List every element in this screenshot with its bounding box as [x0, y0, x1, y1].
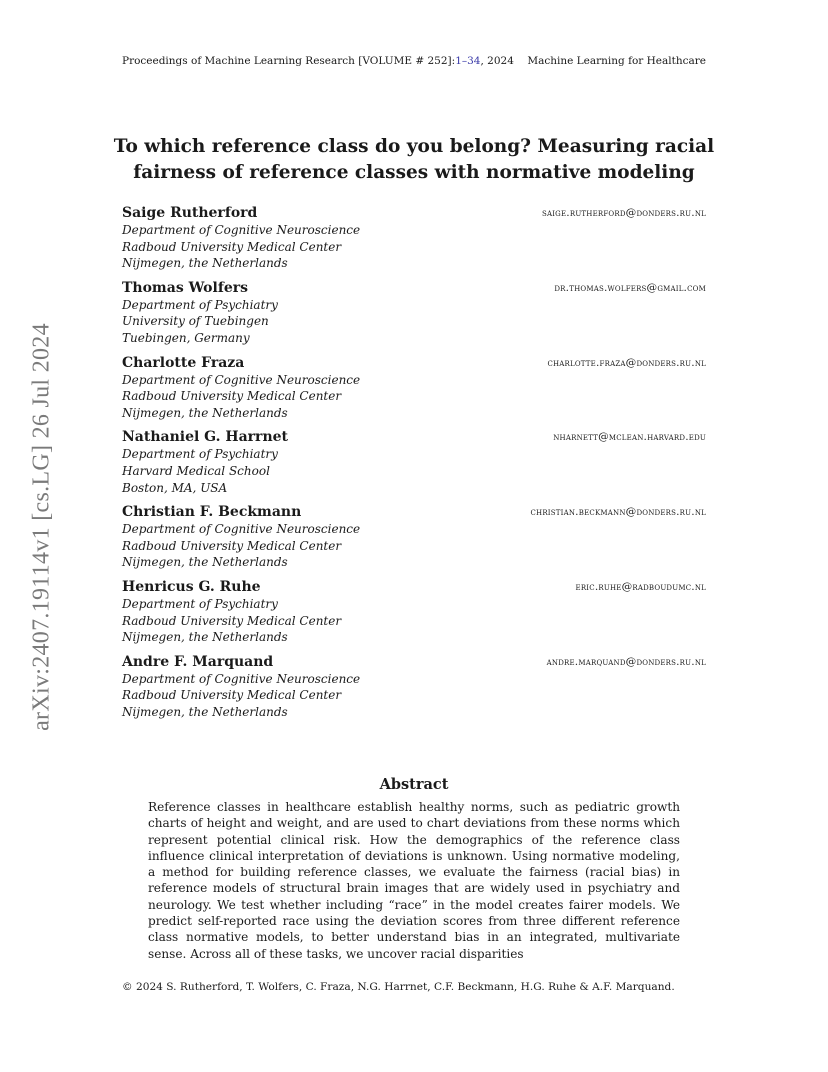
- author-affiliation: Radboud University Medical Center: [122, 538, 342, 553]
- author-block: [122, 654, 706, 721]
- author-name: Henricus G. Ruhe: [122, 578, 261, 595]
- abstract-text: Reference classes in healthcare establish healthy norms, such as pediatric growth charts of height and weight, and are used to chart deviations from these norms which represent potential clinical risk. How the demographics of the reference class influence clinical interpretation of deviations is unknown. Using normative modeling, a method for building reference classes, we evaluate the fairness (racial bias) in reference models of structural brain images that are widely used in psychiatry and neurology. We test whether including “race” in the model creates fairer models. We predict self-reported race using the deviation scores from three different reference class normative models, to better understand bias in an integrated, multivariate sense. Across all of these tasks, we uncover racial disparities: [148, 800, 680, 961]
- abstract-heading: Abstract: [379, 776, 449, 793]
- paper-title: To which reference class do you belong? Measuring racial fairness of reference classes with normative modeling: [113, 136, 715, 183]
- author-email[interactable]: nharnett@mclean.harvard.edu: [553, 431, 706, 444]
- author-affiliation: University of Tuebingen: [122, 314, 269, 329]
- author-affiliation: Harvard Medical School: [122, 463, 270, 478]
- journal-name: Proceedings of Machine Learning Research [VOLUME # 252]:: [122, 55, 456, 67]
- author-affiliation: Boston, MA, USA: [122, 480, 228, 495]
- author-email[interactable]: saige.rutherford@donders.ru.nl: [541, 207, 706, 219]
- journal-citation: [122, 55, 514, 67]
- author-block: [122, 355, 706, 422]
- author-email[interactable]: charlotte.fraza@donders.ru.nl: [547, 356, 706, 369]
- author-affiliation: Nijmegen, the Netherlands: [122, 405, 288, 420]
- author-name: Saige Rutherford: [122, 205, 258, 221]
- author-affiliation: Radboud University Medical Center: [122, 239, 342, 254]
- journal-year: , 2024: [480, 55, 514, 67]
- author-affiliation: Department of Cognitive Neuroscience: [122, 671, 361, 686]
- author-block: [122, 504, 706, 571]
- author-email[interactable]: christian.beckmann@donders.ru.nl: [530, 506, 706, 519]
- running-header: [122, 55, 706, 67]
- author-affiliation: Nijmegen, the Netherlands: [122, 704, 288, 719]
- conference-name: Machine Learning for Healthcare: [527, 55, 706, 67]
- author-name: Charlotte Fraza: [122, 354, 245, 371]
- author-affiliation: Radboud University Medical Center: [122, 389, 342, 404]
- author-affiliation: Nijmegen, the Netherlands: [122, 630, 288, 645]
- author-affiliation: Radboud University Medical Center: [122, 613, 342, 628]
- author-affiliation: Radboud University Medical Center: [122, 688, 342, 703]
- author-block: [122, 429, 706, 496]
- author-affiliation: Department of Cognitive Neuroscience: [122, 223, 361, 237]
- author-affiliation: Tuebingen, Germany: [122, 330, 250, 345]
- author-affiliation: Department of Psychiatry: [122, 297, 278, 312]
- author-email[interactable]: dr.thomas.wolfers@gmail.com: [554, 281, 706, 294]
- copyright-footer: © 2024 S. Rutherford, T. Wolfers, C. Fraza, N.G. Harrnet, C.F. Beckmann, H.G. Ruhe & A.F. Marquand.: [122, 981, 675, 993]
- author-affiliation: Nijmegen, the Netherlands: [122, 555, 288, 570]
- author-block: [122, 205, 706, 272]
- author-name: Andre F. Marquand: [122, 653, 274, 670]
- author-name: Nathaniel G. Harrnet: [122, 429, 288, 446]
- arxiv-id: arXiv:2407.19114v1 [cs.LG] 26 Jul 2024: [28, 323, 55, 731]
- author-affiliation: Department of Psychiatry: [122, 596, 278, 611]
- author-affiliation: Nijmegen, the Netherlands: [122, 256, 288, 271]
- author-name: Christian F. Beckmann: [122, 504, 302, 521]
- author-list: [122, 205, 706, 720]
- author-block: [122, 579, 706, 646]
- author-affiliation: Department of Psychiatry: [122, 447, 278, 462]
- author-affiliation: Department of Cognitive Neuroscience: [122, 372, 361, 387]
- page-range-link[interactable]: 1–34: [455, 55, 481, 67]
- author-email[interactable]: eric.ruhe@radboudumc.nl: [575, 580, 706, 593]
- author-block: [122, 280, 706, 347]
- author-affiliation: Department of Cognitive Neuroscience: [122, 522, 361, 537]
- author-name: Thomas Wolfers: [122, 279, 248, 296]
- author-email[interactable]: andre.marquand@donders.ru.nl: [546, 655, 706, 668]
